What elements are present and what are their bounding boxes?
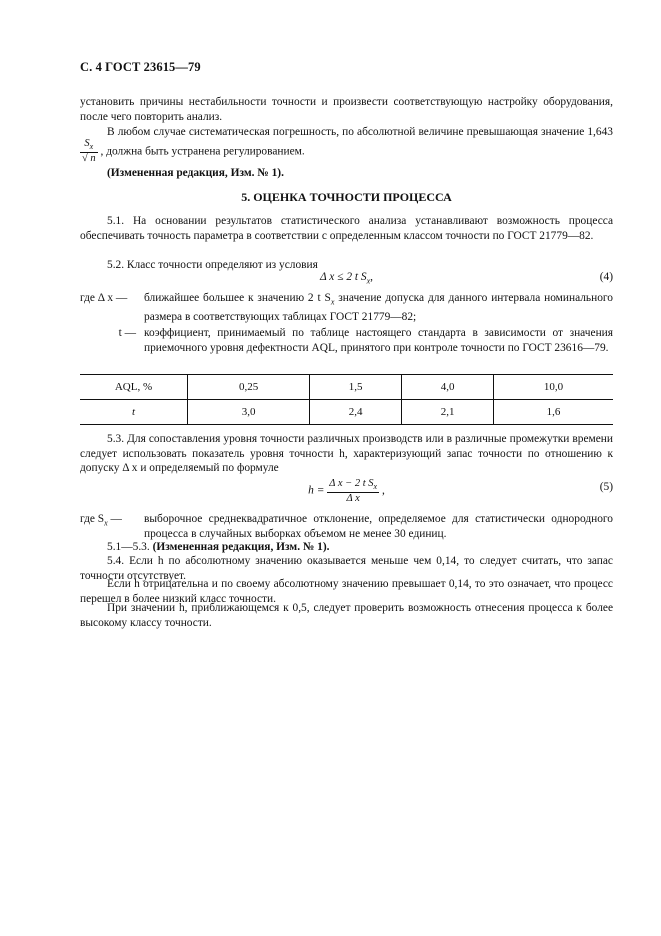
amendment-note-2-text: (Измененная редакция, Изм. № 1).	[152, 541, 330, 553]
formula-5-comma: ,	[381, 484, 385, 497]
table-cell: t	[80, 400, 188, 425]
fraction-numerator: S	[84, 137, 90, 149]
paragraph-5-2: 5.2. Класс точности определяют из условия	[107, 259, 318, 271]
section-title: 5. ОЦЕНКА ТОЧНОСТИ ПРОЦЕССА	[241, 190, 452, 204]
definition-delta-x	[80, 291, 613, 324]
formula-5-fraction	[327, 478, 379, 504]
amendment-note-2	[107, 540, 613, 555]
definitions-formula-4	[80, 291, 613, 356]
paragraph-5-1: 5.1. На основании результатов статистического анализа устанавливают возможность процесса обеспечивать точность параметра в соответствии с определенным классом точности по ГОСТ 21779—82.	[80, 215, 613, 242]
formula-4	[80, 270, 613, 289]
definition-delta-x-sub: x	[330, 297, 335, 307]
table-cell: 1,5	[310, 375, 402, 400]
table-cell: 1,6	[494, 400, 613, 425]
definitions-formula-5	[80, 512, 613, 541]
table-cell: 10,0	[494, 375, 613, 400]
definition-t	[80, 326, 613, 355]
fraction-denominator: √ n	[82, 152, 96, 164]
paragraph-continuation: установить причины нестабильности точности и произвести соответствующую настройку оборудования, после чего повторить анализ.	[80, 96, 613, 123]
table-cell: 2,4	[310, 400, 402, 425]
definition-t-body: коэффициент, принимаемый по таблице настоящего стандарта в зависимости от значения приемочного уровня дефектности AQL, принятого при контроле точности по ГОСТ 23616—79.	[144, 327, 613, 355]
definition-sx-body: выборочное среднеквадратичное отклонение, определяемое для статистически однородного процесса в случайных выборках объемом не менее 30 единиц.	[144, 513, 613, 540]
table-cell: 2,1	[402, 400, 494, 425]
paragraph-systematic-error-text: В любом случае систематическая погрешность, по абсолютной величине превышающая значение 1,643	[107, 126, 613, 138]
paragraph-systematic-error-tail: , должна быть устранена регулированием.	[100, 145, 305, 158]
paragraph-5-4: 5.4. Если h по абсолютному значению оказывается меньше чем 0,14, то следует считать, что запас точности отсутствует.	[80, 555, 613, 582]
paragraph-5-3: 5.3. Для сопоставления уровня точности различных производств или в различные промежутки времени следует использовать показатель уровня точности h, характеризующий запас точности по отношению к допуску Δ x и определяемый по формуле	[80, 433, 613, 475]
formula-4-sub: x	[366, 276, 371, 286]
paragraph-5-4-higher-class: При значении h, приближающемся к 0,5, следует проверить возможность отнесения процесса к более высокому классу точности.	[80, 602, 613, 629]
fraction-numerator-sub: x	[89, 141, 94, 151]
formula-5-denominator: Δ x	[346, 493, 360, 505]
amendment-note-1: (Измененная редакция, Изм. № 1).	[107, 167, 284, 179]
fraction-sx-root-n	[80, 138, 98, 164]
formula-4-expression: Δ x ≤ 2 t S	[319, 271, 367, 283]
table-cell: 0,25	[188, 375, 310, 400]
paragraph-systematic-error	[80, 125, 613, 164]
formula-5-number: (5)	[599, 481, 613, 493]
table-cell: 4,0	[402, 375, 494, 400]
table-row	[80, 400, 613, 425]
formula-4-number: (4)	[599, 271, 613, 283]
definition-delta-x-tail: значение допуска для данного интервала номинального размера в соответствующих таблицах ГОСТ 21779—82;	[144, 292, 613, 323]
definition-delta-x-body: ближайшее большее к значению 2 t S	[144, 292, 331, 304]
formula-4-comma: ,	[370, 271, 373, 283]
table-cell: AQL, %	[80, 375, 188, 400]
table-cell: 3,0	[188, 400, 310, 425]
definition-sx-term: где S	[80, 513, 105, 525]
definition-t-term: t —	[118, 327, 136, 340]
definition-sx	[80, 512, 613, 541]
formula-5-lhs: h =	[308, 484, 325, 497]
page-header: С. 4 ГОСТ 23615—79	[80, 60, 201, 74]
formula-5-numerator-sub: x	[373, 482, 378, 492]
definition-sx-dash: —	[107, 513, 122, 525]
aql-table	[80, 374, 613, 425]
definition-sx-sub: x	[104, 518, 108, 528]
table-row	[80, 375, 613, 400]
amendment-note-2-prefix: 5.1—5.3.	[107, 541, 150, 553]
paragraph-5-4-negative: Если h отрицательна и по своему абсолютному значению превышает 0,14, то это означает, что процесс перешел в более низкий класс точности.	[80, 578, 613, 605]
formula-5-numerator: Δ x − 2 t S	[329, 478, 374, 489]
formula-5	[80, 478, 613, 510]
definition-delta-x-term: где Δ x —	[80, 292, 128, 304]
